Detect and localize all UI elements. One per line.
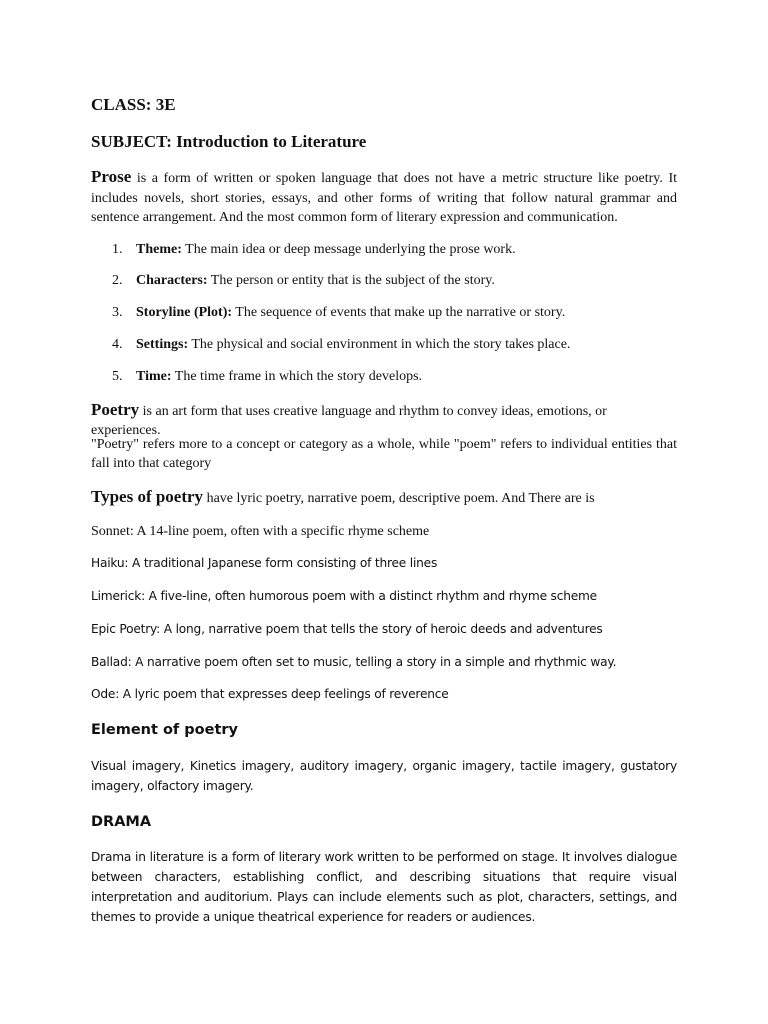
list-text: The sequence of events that make up the narrative or story. bbox=[232, 305, 566, 320]
list-number: 4. bbox=[112, 337, 123, 352]
poetry-form-epic: Epic Poetry: A long, narrative poem that tells the story of heroic deeds and adventures bbox=[91, 622, 603, 636]
prose-element-1 bbox=[112, 240, 682, 259]
list-text: The physical and social environment in which the story takes place. bbox=[188, 337, 571, 352]
list-text: The person or entity that is the subject of the story. bbox=[207, 273, 495, 288]
prose-paragraph bbox=[91, 167, 677, 228]
drama-text: Drama in literature is a form of literary work written to be performed on stage. It involves dialogue between characters, establishing conflict, and describing situations that require visual interpretation and auditorium. Plays can include elements such as plot, characters, settings, and themes to provide a unique theatrical experience for readers or audiences. bbox=[91, 850, 677, 924]
drama-heading: DRAMA bbox=[91, 814, 152, 830]
poetry-term: Poetry bbox=[91, 400, 140, 419]
sonnet-line: Sonnet: A 14-line poem, often with a specific rhyme scheme bbox=[91, 524, 430, 539]
poetry-paragraph bbox=[91, 400, 677, 440]
poetry-form-ballad: Ballad: A narrative poem often set to music, telling a story in a simple and rhythmic way. bbox=[91, 655, 617, 669]
poetry-form-limerick: Limerick: A five-line, often humorous poem with a distinct rhythm and rhyme scheme bbox=[91, 589, 597, 603]
list-text: The time frame in which the story develops. bbox=[171, 369, 423, 384]
list-label: Time: bbox=[136, 369, 172, 384]
list-text: The main idea or deep message underlying the prose work. bbox=[181, 242, 516, 257]
prose-term: Prose bbox=[91, 167, 132, 186]
types-of-poetry-paragraph bbox=[91, 487, 677, 508]
list-number: 3. bbox=[112, 305, 123, 320]
prose-element-2 bbox=[112, 271, 682, 290]
subject-line: SUBJECT: Introduction to Literature bbox=[91, 132, 367, 151]
prose-element-5 bbox=[112, 367, 682, 386]
class-line: CLASS: 3E bbox=[91, 95, 176, 114]
poetry-text: is an art form that uses creative language and rhythm to convey ideas, emotions, or experiences. bbox=[91, 404, 607, 438]
prose-element-3 bbox=[112, 303, 682, 322]
types-text: have lyric poetry, narrative poem, descriptive poem. And There are is bbox=[203, 491, 595, 506]
element-of-poetry-text: Visual imagery, Kinetics imagery, auditory imagery, organic imagery, tactile imagery, gustatory imagery, olfactory imagery. bbox=[91, 759, 677, 793]
list-number: 5. bbox=[112, 369, 123, 384]
poetry-note: "Poetry" refers more to a concept or category as a whole, while "poem" refers to individual entities that fall into that category bbox=[91, 437, 677, 471]
types-term: Types of poetry bbox=[91, 487, 204, 506]
list-label: Settings: bbox=[136, 337, 189, 352]
poetry-form-ode: Ode: A lyric poem that expresses deep feelings of reverence bbox=[91, 687, 449, 701]
list-label: Characters: bbox=[136, 273, 208, 288]
element-of-poetry-heading: Element of poetry bbox=[91, 722, 238, 738]
list-label: Storyline (Plot): bbox=[136, 305, 233, 320]
list-number: 2. bbox=[112, 273, 123, 288]
list-number: 1. bbox=[112, 242, 123, 257]
list-label: Theme: bbox=[136, 242, 182, 257]
prose-element-4 bbox=[112, 335, 682, 354]
prose-text: is a form of written or spoken language that does not have a metric structure like poetry. It includes novels, short stories, essays, and other forms of writing that follow natural grammar and sentence arrangement. And the most common form of literary expression and communication. bbox=[91, 171, 677, 225]
poetry-form-haiku: Haiku: A traditional Japanese form consisting of three lines bbox=[91, 556, 438, 570]
